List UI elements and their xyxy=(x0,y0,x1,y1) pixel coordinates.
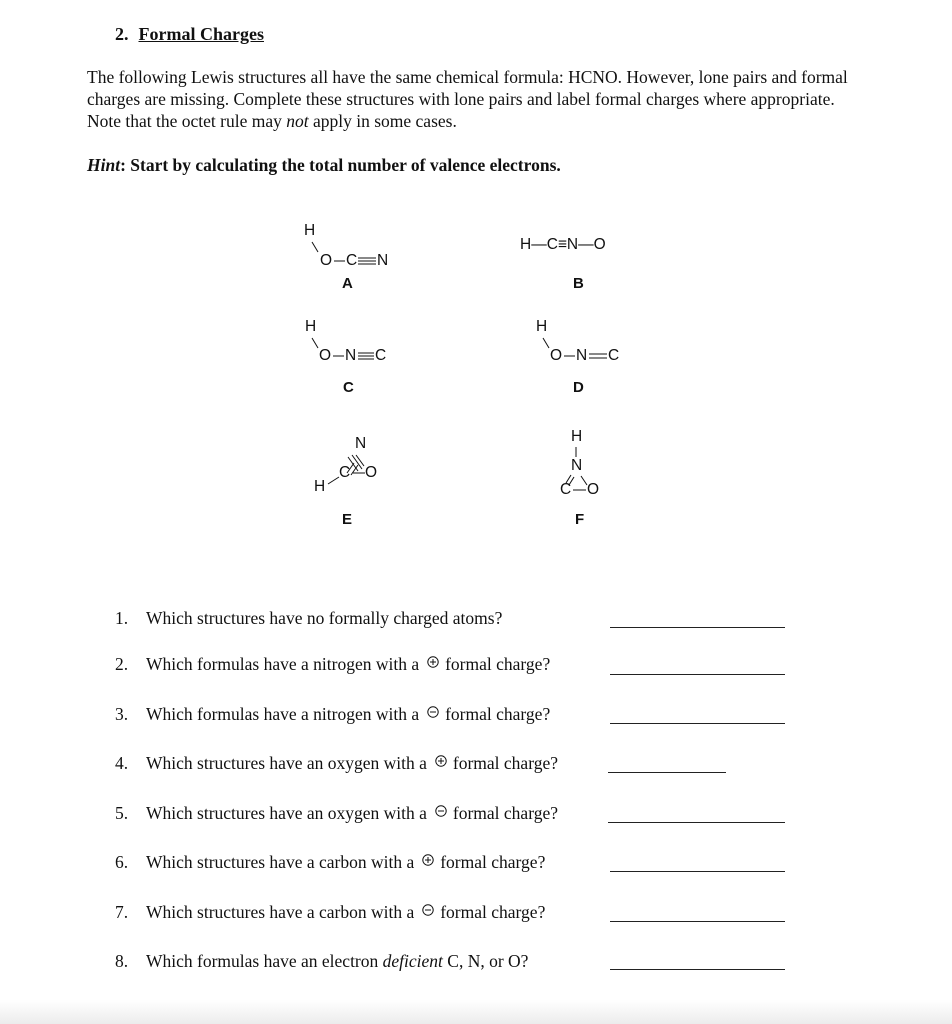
atom-n: N xyxy=(345,347,357,364)
structure-c xyxy=(302,318,412,378)
atom-c: C xyxy=(375,347,387,364)
question-number: 6. xyxy=(115,852,129,872)
question-6 xyxy=(115,852,545,873)
structure-label-a: A xyxy=(342,275,353,292)
question-number: 5. xyxy=(115,803,129,823)
question-text-end: C, N, or O? xyxy=(447,951,529,971)
question-number: 1. xyxy=(115,608,129,628)
question-text-end: formal charge? xyxy=(440,902,546,922)
atom-c: C xyxy=(608,347,620,364)
question-number: 2. xyxy=(115,654,129,674)
question-text-end: formal charge? xyxy=(445,704,551,724)
intro-emphasis: not xyxy=(286,111,309,131)
answer-blank-5[interactable] xyxy=(608,822,785,823)
atom-c: C xyxy=(560,481,572,498)
question-number: 8. xyxy=(115,951,129,971)
structure-b xyxy=(520,236,606,254)
section-title: Formal Charges xyxy=(138,24,264,44)
question-text: Which structures have no formally charged atoms? xyxy=(146,608,503,628)
answer-blank-8[interactable] xyxy=(610,969,785,970)
hint-line xyxy=(87,155,561,176)
structure-b-formula: H—C≡N—O xyxy=(520,236,606,253)
question-text: Which formulas have a nitrogen with a xyxy=(146,654,420,674)
question-text: Which structures have an oxygen with a xyxy=(146,753,427,773)
structure-label-e: E xyxy=(342,511,353,528)
minus-charge-icon xyxy=(435,805,447,817)
question-text-end: formal charge? xyxy=(445,654,551,674)
minus-charge-icon xyxy=(427,706,439,718)
answer-blank-6[interactable] xyxy=(610,871,785,872)
hint-label: Hint xyxy=(87,155,121,175)
atom-c: C xyxy=(339,464,351,481)
intro-text: The following Lewis structures all have the same chemical formula: HCNO. However, lone pairs and formal charges are missing. Complete these structures with lone pairs and label formal charges where appropriate. Note that the octet rule may xyxy=(87,67,848,131)
atom-c: C xyxy=(346,252,358,269)
question-5 xyxy=(115,803,558,824)
structure-label-b: B xyxy=(573,275,584,292)
atom-o: O xyxy=(320,252,333,269)
atom-h: H xyxy=(536,318,548,335)
atom-h: H xyxy=(314,478,326,495)
atom-o: O xyxy=(365,464,378,481)
structure-a xyxy=(300,220,410,280)
structure-label-c: C xyxy=(343,379,354,396)
structure-label-d: D xyxy=(573,379,584,396)
atom-n: N xyxy=(377,252,389,269)
question-text-end: formal charge? xyxy=(452,803,558,823)
question-text-end: formal charge? xyxy=(452,753,558,773)
atom-n: N xyxy=(571,457,583,474)
plus-charge-icon xyxy=(427,656,439,668)
question-number: 7. xyxy=(115,902,129,922)
plus-charge-icon xyxy=(435,755,447,767)
question-text: Which structures have a carbon with a xyxy=(146,902,415,922)
question-number: 4. xyxy=(115,753,129,773)
structure-f xyxy=(555,425,615,505)
atom-h: H xyxy=(305,318,317,335)
answer-blank-1[interactable] xyxy=(610,627,785,628)
question-1 xyxy=(115,608,502,629)
structure-d xyxy=(533,318,643,378)
plus-charge-icon xyxy=(422,854,434,866)
atom-h: H xyxy=(304,222,316,239)
answer-blank-7[interactable] xyxy=(610,921,785,922)
question-text: Which formulas have an electron xyxy=(146,951,379,971)
question-number: 3. xyxy=(115,704,129,724)
atom-o: O xyxy=(319,347,332,364)
question-4 xyxy=(115,753,558,774)
question-text: Which structures have an oxygen with a xyxy=(146,803,427,823)
question-emphasis: deficient xyxy=(382,951,443,971)
page-bottom-shade xyxy=(0,1000,952,1024)
atom-n: N xyxy=(355,435,367,452)
structure-e xyxy=(308,432,398,502)
answer-blank-4[interactable] xyxy=(608,772,726,773)
question-7 xyxy=(115,902,545,923)
question-2 xyxy=(115,654,550,675)
answer-blank-3[interactable] xyxy=(610,723,785,724)
section-number: 2. xyxy=(115,24,129,44)
intro-text-end: apply in some cases. xyxy=(308,111,457,131)
structure-label-f: F xyxy=(575,511,585,528)
question-3 xyxy=(115,704,550,725)
answer-blank-2[interactable] xyxy=(610,674,785,675)
atom-o: O xyxy=(587,481,600,498)
atom-n: N xyxy=(576,347,588,364)
atom-h: H xyxy=(571,428,583,445)
intro-paragraph xyxy=(87,66,867,132)
atom-o: O xyxy=(550,347,563,364)
question-text-end: formal charge? xyxy=(440,852,546,872)
question-8 xyxy=(115,951,528,972)
minus-charge-icon xyxy=(422,904,434,916)
structure-a-bonds xyxy=(300,220,410,280)
hint-text: : Start by calculating the total number of valence electrons. xyxy=(120,155,561,175)
question-text: Which structures have a carbon with a xyxy=(146,852,415,872)
section-heading xyxy=(115,24,264,45)
question-text: Which formulas have a nitrogen with a xyxy=(146,704,420,724)
